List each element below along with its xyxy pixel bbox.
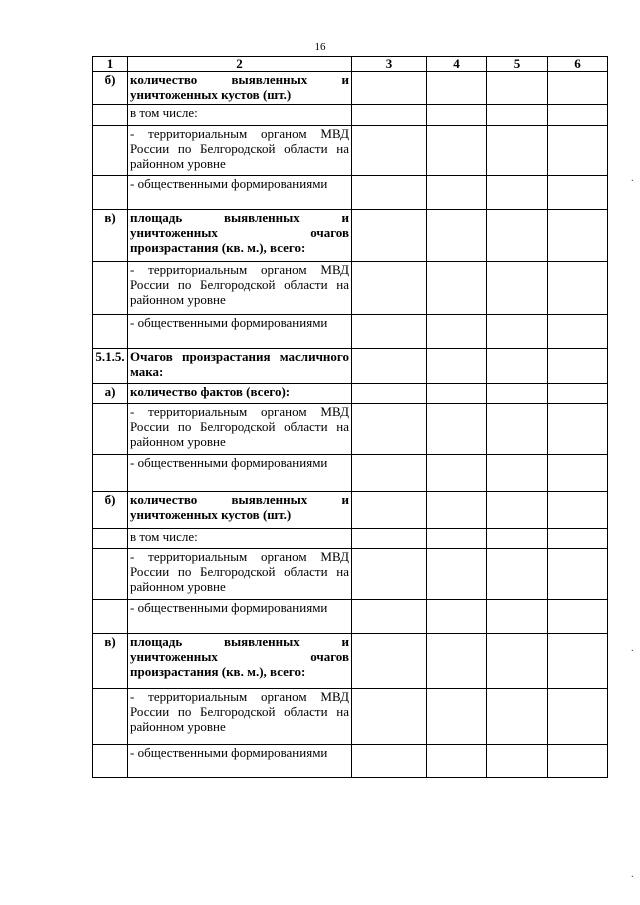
- value-cell-col6: [548, 745, 608, 778]
- table-row: [93, 600, 608, 634]
- value-cell-col3: [352, 529, 427, 549]
- row-number-cell: [93, 176, 128, 210]
- table-row: [93, 126, 608, 176]
- row-label-cell: количество фактов (всего):: [128, 384, 352, 404]
- row-number-cell: [93, 126, 128, 176]
- table-row: [93, 404, 608, 455]
- row-number-cell: [93, 600, 128, 634]
- value-cell-col3: [352, 72, 427, 105]
- margin-mark: ·: [630, 646, 634, 657]
- value-cell-col6: [548, 126, 608, 176]
- value-cell-col6: [548, 176, 608, 210]
- value-cell-col4: [427, 126, 487, 176]
- value-cell-col3: [352, 210, 427, 262]
- value-cell-col6: [548, 634, 608, 689]
- table-row: [93, 176, 608, 210]
- value-cell-col5: [487, 634, 548, 689]
- value-cell-col3: [352, 105, 427, 126]
- row-label-cell: - общественными формированиями: [128, 315, 352, 349]
- margin-mark: ·: [630, 872, 634, 883]
- table-row: [93, 349, 608, 384]
- value-cell-col4: [427, 745, 487, 778]
- value-cell-col4: [427, 210, 487, 262]
- row-number-cell: [93, 404, 128, 455]
- value-cell-col3: [352, 745, 427, 778]
- value-cell-col3: [352, 384, 427, 404]
- value-cell-col3: [352, 600, 427, 634]
- table-row: [93, 529, 608, 549]
- value-cell-col4: [427, 384, 487, 404]
- table-row: [93, 689, 608, 745]
- row-number-cell: [93, 529, 128, 549]
- row-number-cell: [93, 549, 128, 600]
- value-cell-col4: [427, 404, 487, 455]
- value-cell-col3: [352, 349, 427, 384]
- row-number-cell: б): [93, 492, 128, 529]
- value-cell-col6: [548, 72, 608, 105]
- value-cell-col4: [427, 634, 487, 689]
- report-table: [92, 56, 608, 778]
- header-cell: 2: [128, 57, 352, 72]
- value-cell-col5: [487, 349, 548, 384]
- row-number-cell: [93, 105, 128, 126]
- row-number-cell: б): [93, 72, 128, 105]
- row-label-cell: - территориальным органом МВД России по Белгородской области на районном уровне: [128, 689, 352, 745]
- value-cell-col3: [352, 176, 427, 210]
- value-cell-col6: [548, 210, 608, 262]
- value-cell-col4: [427, 600, 487, 634]
- margin-mark: ·: [630, 176, 634, 187]
- value-cell-col3: [352, 262, 427, 315]
- value-cell-col4: [427, 492, 487, 529]
- row-label-cell: - общественными формированиями: [128, 176, 352, 210]
- row-number-cell: [93, 689, 128, 745]
- table-header-row: [93, 57, 608, 72]
- row-label-cell: площадь выявленных и уничтоженных очагов произрастания (кв. м.), всего:: [128, 210, 352, 262]
- row-label-cell: - территориальным органом МВД России по Белгородской области на районном уровне: [128, 126, 352, 176]
- table-row: [93, 634, 608, 689]
- value-cell-col4: [427, 349, 487, 384]
- value-cell-col4: [427, 529, 487, 549]
- header-cell: 4: [427, 57, 487, 72]
- value-cell-col5: [487, 126, 548, 176]
- row-number-cell: [93, 315, 128, 349]
- table-row: [93, 549, 608, 600]
- value-cell-col3: [352, 315, 427, 349]
- table-row: [93, 105, 608, 126]
- row-label-cell: - территориальным органом МВД России по Белгородской области на районном уровне: [128, 262, 352, 315]
- value-cell-col4: [427, 455, 487, 492]
- table-row: [93, 492, 608, 529]
- value-cell-col3: [352, 126, 427, 176]
- value-cell-col5: [487, 315, 548, 349]
- header-cell: 1: [93, 57, 128, 72]
- value-cell-col5: [487, 600, 548, 634]
- header-cell: 5: [487, 57, 548, 72]
- row-number-cell: [93, 745, 128, 778]
- value-cell-col5: [487, 404, 548, 455]
- value-cell-col6: [548, 105, 608, 126]
- row-number-cell: 5.1.5.: [93, 349, 128, 384]
- value-cell-col4: [427, 315, 487, 349]
- value-cell-col4: [427, 176, 487, 210]
- row-label-cell: количество выявленных и уничтоженных кустов (шт.): [128, 72, 352, 105]
- value-cell-col6: [548, 315, 608, 349]
- value-cell-col3: [352, 455, 427, 492]
- row-number-cell: в): [93, 634, 128, 689]
- row-label-cell: - общественными формированиями: [128, 745, 352, 778]
- value-cell-col6: [548, 689, 608, 745]
- header-cell: 6: [548, 57, 608, 72]
- value-cell-col5: [487, 492, 548, 529]
- table-row: [93, 262, 608, 315]
- value-cell-col5: [487, 549, 548, 600]
- table-row: [93, 455, 608, 492]
- value-cell-col3: [352, 492, 427, 529]
- row-label-cell: количество выявленных и уничтоженных кустов (шт.): [128, 492, 352, 529]
- value-cell-col5: [487, 529, 548, 549]
- value-cell-col3: [352, 549, 427, 600]
- table-row: [93, 315, 608, 349]
- value-cell-col3: [352, 689, 427, 745]
- value-cell-col4: [427, 262, 487, 315]
- value-cell-col5: [487, 210, 548, 262]
- value-cell-col5: [487, 262, 548, 315]
- table-row: [93, 384, 608, 404]
- value-cell-col4: [427, 549, 487, 600]
- row-label-cell: - общественными формированиями: [128, 455, 352, 492]
- row-label-cell: - территориальным органом МВД России по Белгородской области на районном уровне: [128, 549, 352, 600]
- page-number: 16: [314, 41, 326, 53]
- value-cell-col6: [548, 404, 608, 455]
- row-number-cell: [93, 455, 128, 492]
- table-row: [93, 210, 608, 262]
- row-label-cell: в том числе:: [128, 529, 352, 549]
- value-cell-col5: [487, 689, 548, 745]
- row-label-cell: площадь выявленных и уничтоженных очагов произрастания (кв. м.), всего:: [128, 634, 352, 689]
- value-cell-col4: [427, 105, 487, 126]
- row-number-cell: а): [93, 384, 128, 404]
- row-label-cell: - общественными формированиями: [128, 600, 352, 634]
- value-cell-col5: [487, 72, 548, 105]
- row-label-cell: в том числе:: [128, 105, 352, 126]
- value-cell-col6: [548, 600, 608, 634]
- row-number-cell: [93, 262, 128, 315]
- value-cell-col5: [487, 105, 548, 126]
- value-cell-col4: [427, 689, 487, 745]
- value-cell-col5: [487, 455, 548, 492]
- value-cell-col6: [548, 349, 608, 384]
- row-number-cell: в): [93, 210, 128, 262]
- value-cell-col6: [548, 262, 608, 315]
- value-cell-col5: [487, 384, 548, 404]
- value-cell-col6: [548, 549, 608, 600]
- value-cell-col6: [548, 492, 608, 529]
- value-cell-col6: [548, 384, 608, 404]
- value-cell-col6: [548, 455, 608, 492]
- value-cell-col6: [548, 529, 608, 549]
- row-label-cell: Очагов произрастания масличного мака:: [128, 349, 352, 384]
- value-cell-col3: [352, 404, 427, 455]
- table-row: [93, 745, 608, 778]
- value-cell-col5: [487, 745, 548, 778]
- header-cell: 3: [352, 57, 427, 72]
- table-row: [93, 72, 608, 105]
- value-cell-col3: [352, 634, 427, 689]
- row-label-cell: - территориальным органом МВД России по Белгородской области на районном уровне: [128, 404, 352, 455]
- value-cell-col5: [487, 176, 548, 210]
- value-cell-col4: [427, 72, 487, 105]
